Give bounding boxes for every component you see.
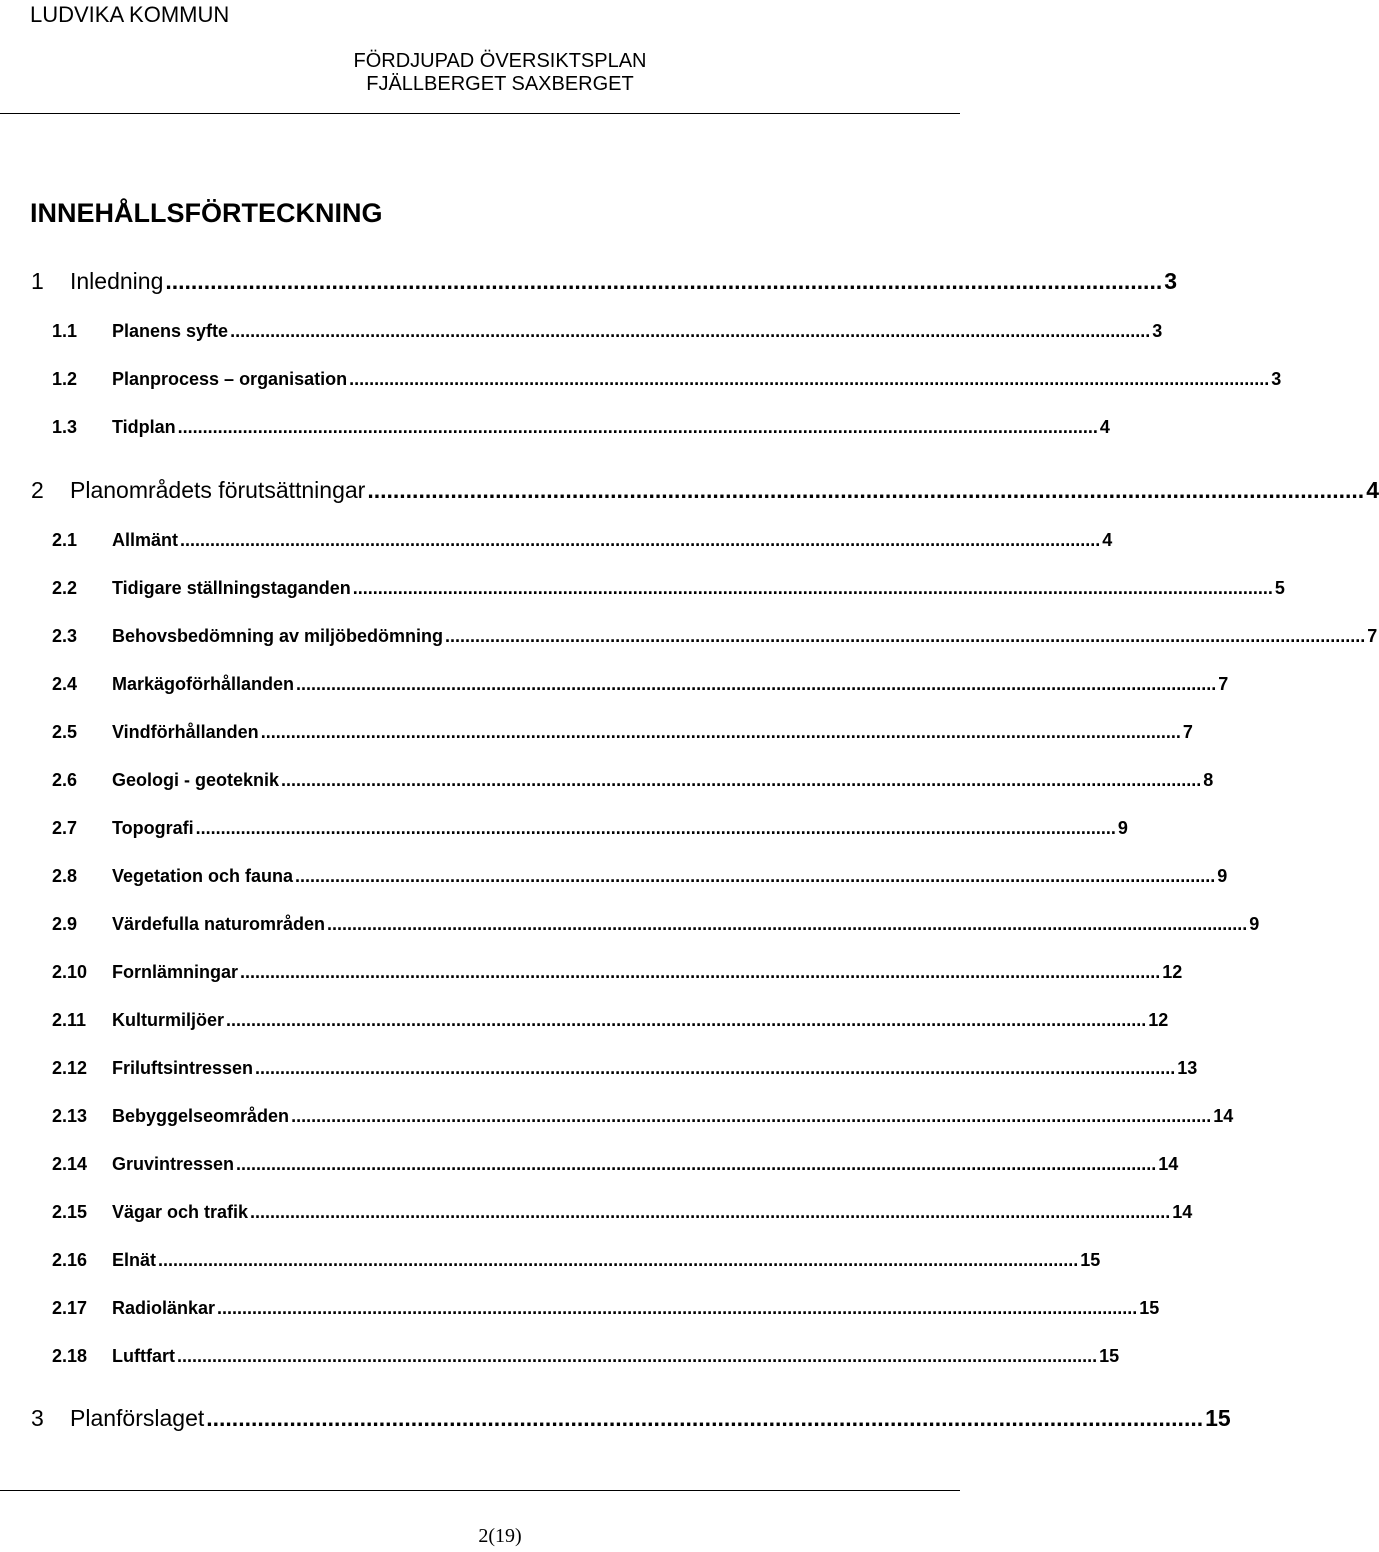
toc-entry-page: 3	[1164, 268, 1178, 294]
toc-leader-dots: ............................................................................................................................................................	[165, 268, 1163, 294]
toc-entry-label: Vegetation och fauna	[112, 866, 294, 886]
document-title-line-1: FÖRDJUPAD ÖVERSIKTSPLAN	[353, 50, 647, 72]
toc-leader-dots: ........................................................................................................................................................................................	[445, 626, 1366, 646]
toc-leader-dots: ............................................................................................................................................................	[206, 1405, 1204, 1431]
toc-entry-label: Elnät	[112, 1250, 157, 1270]
toc-leader-dots: ........................................................................................................................................................................................	[240, 962, 1161, 982]
toc-entry-number: 2.12	[52, 1058, 88, 1078]
toc-entry[interactable]	[0, 769, 1214, 791]
toc-entry-number: 2.16	[52, 1250, 88, 1270]
toc-entry-label: Friluftsintressen	[112, 1058, 254, 1078]
toc-entry-label: Geologi - geoteknik	[112, 770, 280, 790]
toc-entry[interactable]	[0, 1009, 1169, 1031]
toc-leader-dots: ........................................................................................................................................................................................	[195, 818, 1116, 838]
toc-entry-number: 2.2	[52, 578, 78, 598]
organization-name: LUDVIKA KOMMUN	[30, 2, 230, 27]
toc-leader-dots: ........................................................................................................................................................................................	[327, 914, 1248, 934]
toc-entry[interactable]	[0, 320, 1163, 342]
toc-entry-label: Värdefulla naturområden	[112, 914, 326, 934]
toc-entry[interactable]	[0, 721, 1193, 743]
toc-entry-label: Planområdets förutsättningar	[70, 477, 366, 503]
toc-entry-number: 2.1	[52, 530, 78, 550]
toc-entry-page: 14	[1172, 1202, 1193, 1222]
document-title-line-2: FJÄLLBERGET SAXBERGET	[366, 73, 634, 95]
toc-entry-number: 2.15	[52, 1202, 88, 1222]
toc-entry[interactable]	[0, 865, 1228, 887]
toc-entry-number: 2.18	[52, 1346, 88, 1366]
toc-entry-label: Gruvintressen	[112, 1154, 235, 1174]
toc-leader-dots: ........................................................................................................................................................................................	[180, 530, 1101, 550]
toc-entry-page: 12	[1162, 962, 1183, 982]
toc-entry-number: 2.9	[52, 914, 78, 934]
toc-entry-number: 2.5	[52, 722, 78, 742]
toc-leader-dots: ........................................................................................................................................................................................	[291, 1106, 1212, 1126]
toc-entry-page: 15	[1139, 1298, 1160, 1318]
toc-entry-page: 15	[1080, 1250, 1101, 1270]
toc-leader-dots: ........................................................................................................................................................................................	[236, 1154, 1157, 1174]
toc-entry[interactable]	[0, 1153, 1179, 1175]
toc-entry[interactable]	[0, 476, 1379, 504]
toc-entry-number: 2.7	[52, 818, 78, 838]
toc-entry-label: Fornlämningar	[112, 962, 239, 982]
toc-entry[interactable]	[0, 267, 1178, 295]
toc-leader-dots: ........................................................................................................................................................................................	[349, 369, 1270, 389]
toc-entry-number: 1.1	[52, 321, 78, 341]
toc-heading: INNEHÅLLSFÖRTECKNING	[30, 198, 383, 228]
toc-entry-page: 4	[1099, 417, 1110, 437]
document-title	[300, 50, 700, 96]
toc-entry-number: 2.13	[52, 1106, 88, 1126]
toc-leader-dots: ........................................................................................................................................................................................	[296, 674, 1217, 694]
toc-entry-page: 4	[1366, 477, 1379, 503]
toc-entry-page: 12	[1148, 1010, 1169, 1030]
toc-leader-dots: ........................................................................................................................................................................................	[255, 1058, 1176, 1078]
toc-entry-label: Vindförhållanden	[112, 722, 259, 742]
toc-entry-page: 3	[1271, 369, 1282, 389]
toc-entry[interactable]	[0, 1345, 1120, 1367]
toc-entry[interactable]	[0, 529, 1113, 551]
toc-entry-page: 14	[1213, 1106, 1234, 1126]
toc-leader-dots: ........................................................................................................................................................................................	[250, 1202, 1171, 1222]
toc-leader-dots: ........................................................................................................................................................................................	[226, 1010, 1147, 1030]
toc-leader-dots: ........................................................................................................................................................................................	[281, 770, 1202, 790]
toc-entry-page: 9	[1249, 914, 1260, 934]
toc-entry[interactable]	[0, 673, 1229, 695]
toc-entry-page: 15	[1205, 1405, 1231, 1431]
toc-entry-label: Planens syfte	[112, 321, 229, 341]
toc-entry[interactable]	[0, 961, 1183, 983]
toc-leader-dots: ........................................................................................................................................................................................	[352, 578, 1273, 598]
toc-entry[interactable]	[0, 817, 1128, 839]
toc-leader-dots: ........................................................................................................................................................................................	[158, 1250, 1079, 1270]
page-number: 2(19)	[478, 1525, 522, 1547]
toc-entry-number: 2.3	[52, 626, 78, 646]
footer-divider	[0, 1490, 960, 1491]
toc-entry-page: 7	[1367, 626, 1378, 646]
toc-entry-label: Allmänt	[112, 530, 179, 550]
toc-entry-page: 4	[1102, 530, 1113, 550]
toc-entry-number: 2	[31, 477, 44, 503]
toc-entry[interactable]	[0, 1057, 1198, 1079]
toc-entry-label: Bebyggelseområden	[112, 1106, 290, 1126]
toc-entry[interactable]	[0, 913, 1260, 935]
toc-entry-label: Planprocess – organisation	[112, 369, 348, 389]
toc-entry[interactable]	[0, 1404, 1231, 1432]
toc-entry-number: 2.17	[52, 1298, 88, 1318]
toc-entry-page: 7	[1182, 722, 1193, 742]
toc-entry-number: 2.10	[52, 962, 88, 982]
toc-entry-label: Radiolänkar	[112, 1298, 216, 1318]
toc-entry-number: 2.4	[52, 674, 78, 694]
toc-leader-dots: ............................................................................................................................................................	[367, 477, 1365, 503]
toc-entry[interactable]	[0, 1201, 1193, 1223]
toc-entry-page: 14	[1158, 1154, 1179, 1174]
toc-entry-page: 8	[1203, 770, 1214, 790]
toc-entry-label: Luftfart	[112, 1346, 175, 1366]
toc-entry-number: 2.14	[52, 1154, 88, 1174]
toc-leader-dots: ........................................................................................................................................................................................	[176, 1346, 1098, 1366]
toc-entry-label: Tidplan	[112, 417, 176, 437]
toc-entry-page: 9	[1217, 866, 1228, 886]
toc-entry[interactable]	[0, 1105, 1234, 1127]
toc-entry-number: 1	[31, 268, 44, 294]
toc-entry-number: 2.6	[52, 770, 78, 790]
toc-entry-page: 13	[1177, 1058, 1198, 1078]
toc-entry-label: Markägoförhållanden	[112, 674, 295, 694]
toc-entry-label: Tidigare ställningstaganden	[112, 578, 351, 598]
toc-entry[interactable]	[0, 625, 1378, 647]
toc-leader-dots: ........................................................................................................................................................................................	[217, 1298, 1138, 1318]
toc-entry-number: 2.8	[52, 866, 78, 886]
toc-entry-page: 3	[1152, 321, 1163, 341]
toc-entry-label: Inledning	[70, 268, 164, 294]
toc-entry-number: 1.3	[52, 417, 78, 437]
toc-entry[interactable]	[0, 368, 1282, 390]
toc-leader-dots: ........................................................................................................................................................................................	[260, 722, 1181, 742]
toc-leader-dots: ........................................................................................................................................................................................	[230, 321, 1151, 341]
toc-entry-number: 1.2	[52, 369, 78, 389]
toc-entry-page: 5	[1274, 578, 1285, 598]
toc-leader-dots: ........................................................................................................................................................................................	[177, 417, 1098, 437]
toc-entry[interactable]	[0, 1297, 1160, 1319]
toc-entry-page: 9	[1117, 818, 1128, 838]
toc-entry[interactable]	[0, 577, 1285, 599]
toc-leader-dots: ........................................................................................................................................................................................	[295, 866, 1216, 886]
toc-entry-number: 3	[31, 1405, 44, 1431]
toc-entry-label: Vägar och trafik	[112, 1202, 249, 1222]
toc-entry[interactable]	[0, 1249, 1101, 1271]
toc-entry-number: 2.11	[52, 1010, 87, 1030]
toc-entry-page: 7	[1218, 674, 1229, 694]
header-divider	[0, 113, 960, 114]
toc-entry-label: Behovsbedömning av miljöbedömning	[112, 626, 444, 646]
toc-entry-label: Planförslaget	[70, 1405, 205, 1431]
toc-entry-label: Topografi	[112, 818, 194, 838]
toc-entry[interactable]	[0, 416, 1110, 438]
toc-entry-label: Kulturmiljöer	[112, 1010, 225, 1030]
toc-entry-page: 15	[1099, 1346, 1120, 1366]
